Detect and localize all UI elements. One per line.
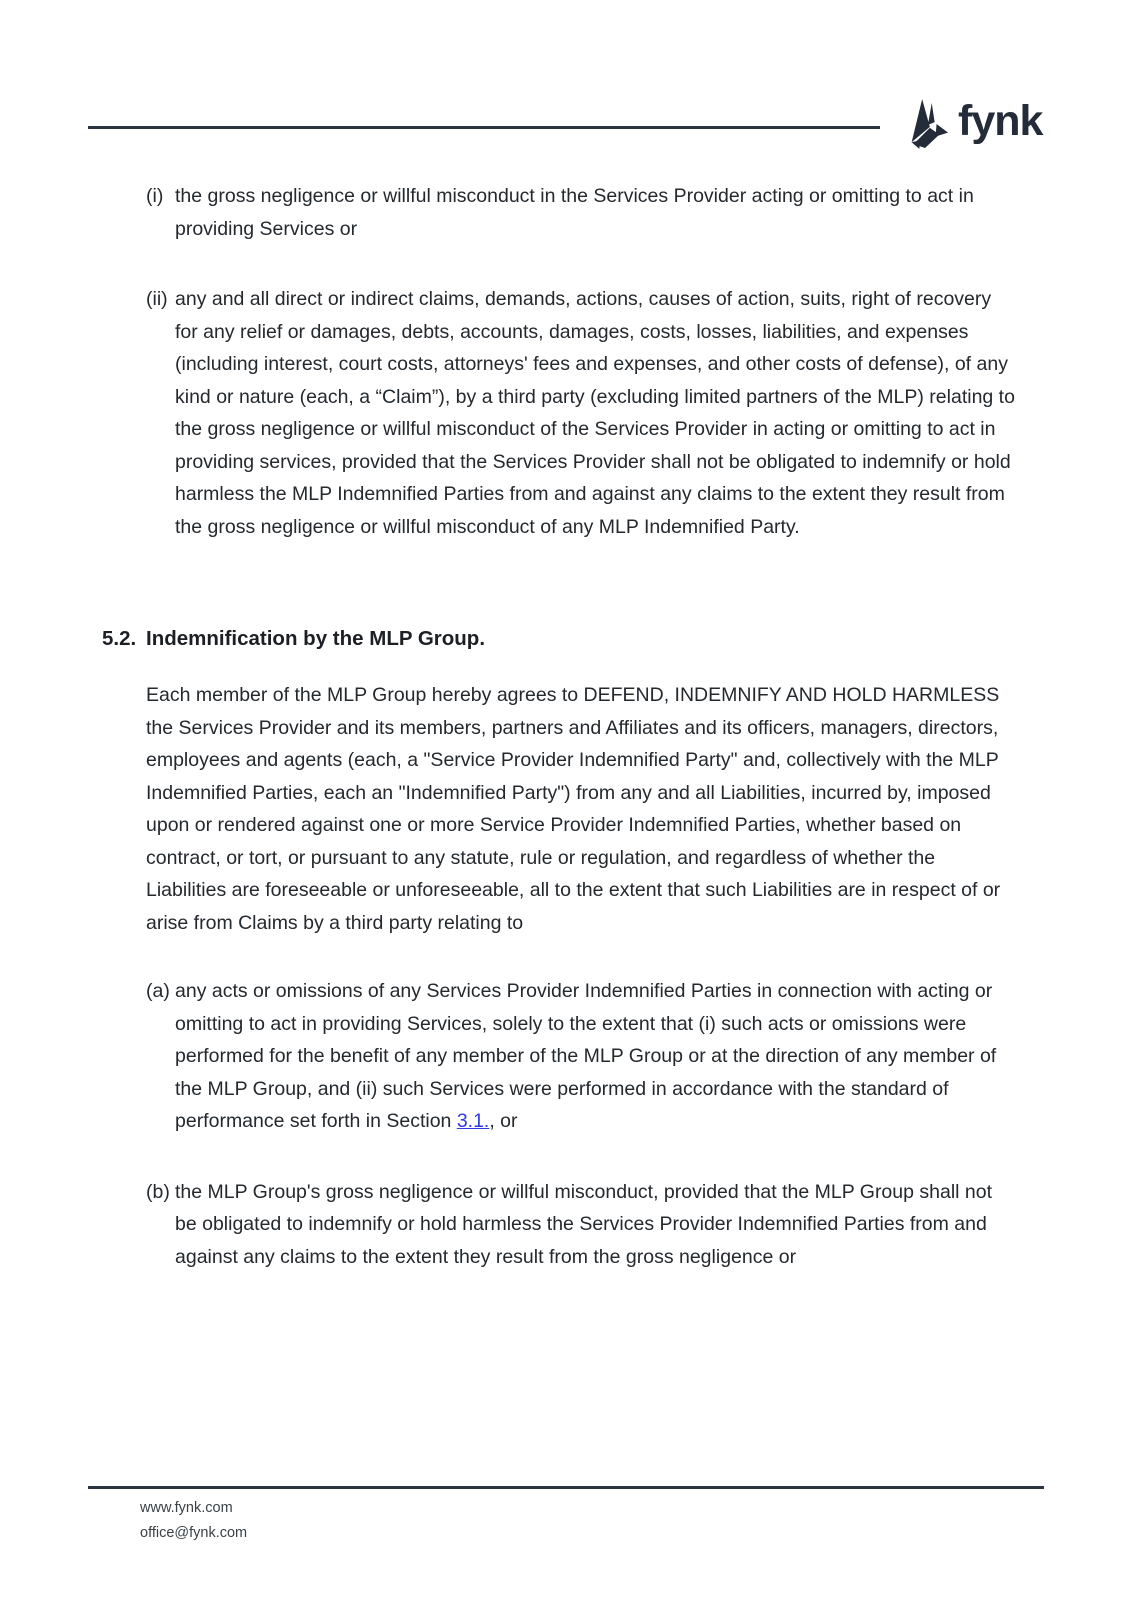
clause-i-marker: (i) xyxy=(146,185,164,207)
header-rule xyxy=(88,126,880,129)
footer-contact xyxy=(140,1496,1044,1546)
section-title: Indemnification by the MLP Group. xyxy=(146,627,486,650)
clause-b xyxy=(146,1176,1015,1274)
clause-b-text: the MLP Group's gross negligence or willful misconduct, provided that the MLP Group shall not be obligated to indemnify or hold harmless the Services Provider Indemnified Parties from and against any claims to the extent they result from the gross negligence or xyxy=(175,1180,993,1268)
section-heading xyxy=(102,625,1015,653)
contract-body xyxy=(102,180,1015,1273)
clause-a-text-before: any acts or omissions of any Services Provider Indemnified Parties in connection with acting or omitting to act in providing Services, solely to the extent that (i) such acts or omissions were performed for the benefit of any member of the MLP Group or at the direction of any member of the MLP Group, and (ii) such Services were performed in accordance with the standard of performance set forth in Section xyxy=(175,980,997,1132)
footer-website: www.fynk.com xyxy=(140,1500,233,1516)
fynk-logo xyxy=(903,96,1042,152)
clause-i xyxy=(146,180,1015,245)
footer-email: office@fynk.com xyxy=(140,1525,248,1541)
section-3-1-link[interactable]: 3.1. xyxy=(456,1110,490,1132)
page-footer xyxy=(88,1486,1044,1546)
clause-ii-text: any and all direct or indirect claims, demands, actions, causes of action, suits, right of recovery for any relief or damages, debts, accounts, damages, costs, losses, liabilities, and expenses (including interest, court costs, attorneys' fees and expenses, and other costs of defense), of any kind or nature (each, a “Claim”), by a third party (excluding limited partners of the MLP) relating to the gross negligence or willful misconduct of the Services Provider in acting or omitting to act in providing services, provided that the Services Provider shall not be obligated to indemnify or hold harmless the MLP Indemnified Parties from and against any claims to the extent they result from the gross negligence or willful misconduct of any MLP Indemnified Party. xyxy=(175,288,1015,538)
origami-crane-icon xyxy=(903,96,949,152)
clause-a-text xyxy=(175,980,996,1132)
clause-ii-marker: (ii) xyxy=(146,288,168,310)
clause-a-text-after: , or xyxy=(489,1110,518,1132)
section-number: 5.2. xyxy=(102,627,137,650)
clause-a xyxy=(146,975,1015,1138)
clause-ii xyxy=(146,283,1015,543)
clause-i-text: the gross negligence or willful misconduct in the Services Provider acting or omitting to act in providing Services or xyxy=(175,185,974,240)
clause-a-marker: (a) xyxy=(146,980,170,1002)
footer-rule xyxy=(88,1486,1044,1489)
section-body-paragraph: Each member of the MLP Group hereby agrees to DEFEND, INDEMNIFY AND HOLD HARMLESS the Services Provider and its members, partners and Affiliates and its officers, managers, directors, employees and agents (each, a "Service Provider Indemnified Party" and, collectively with the MLP Indemnified Parties, each an "Indemnified Party") from any and all Liabilities, incurred by, imposed upon or rendered against one or more Service Provider Indemnified Parties, whether based on contract, or tort, or pursuant to any statute, rule or regulation, and regardless of whether the Liabilities are foreseeable or unforeseeable, all to the extent that such Liabilities are in respect of or arise from Claims by a third party relating to xyxy=(146,684,1001,934)
clause-b-marker: (b) xyxy=(146,1180,170,1203)
brand-name: fynk xyxy=(958,96,1043,145)
